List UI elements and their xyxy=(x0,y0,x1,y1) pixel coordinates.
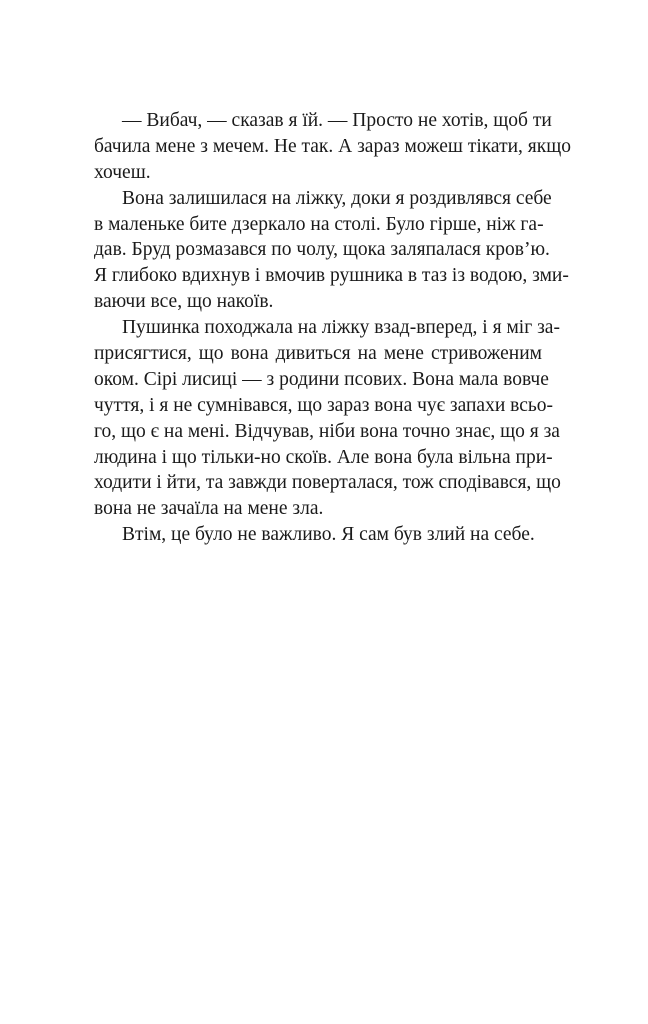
text-line: присягтися, що вона дивиться на мене стривоженим xyxy=(94,343,542,365)
text-line: бачила мене з мечем. Не так. А зараз можеш тікати, якщо xyxy=(94,135,571,157)
text-line: дав. Бруд розмазався по чолу, щока заляпалася кров’ю. xyxy=(94,239,550,261)
text-line: — Вибач, — сказав я їй. — Просто не хотів, щоб ти xyxy=(122,110,552,131)
text-line: оком. Сірі лисиці — з родини псових. Вона мала вовче xyxy=(94,368,549,390)
text-line: ваючи все, що накоїв. xyxy=(94,291,274,313)
text-line: Втім, це було не важливо. Я сам був злий на себе. xyxy=(122,524,535,546)
text-line: го, що є на мені. Відчував, ніби вона точно знає, що я за xyxy=(94,420,560,442)
text-line: чуття, і я не сумнівався, що зараз вона чує запахи всьо- xyxy=(94,394,554,416)
text-line: хочеш. xyxy=(94,161,151,183)
text-line: в маленьке бите дзеркало на столі. Було гірше, ніж га- xyxy=(94,213,544,235)
body-text xyxy=(94,108,571,548)
text-line: людина і що тільки-но скоїв. Але вона була вільна при- xyxy=(94,446,553,468)
text-line: вона не зачаїла на мене зла. xyxy=(94,498,324,520)
text-line: Я глибоко вдихнув і вмочив рушника в таз із водою, зми- xyxy=(94,265,569,287)
text-line: Вона залишилася на ліжку, доки я роздивлявся себе xyxy=(122,187,552,209)
text-line: Пушинка походжала на ліжку взад-вперед, і я міг за- xyxy=(122,317,560,339)
text-line: ходити і йти, та завжди поверталася, тож сподівався, що xyxy=(94,472,561,494)
